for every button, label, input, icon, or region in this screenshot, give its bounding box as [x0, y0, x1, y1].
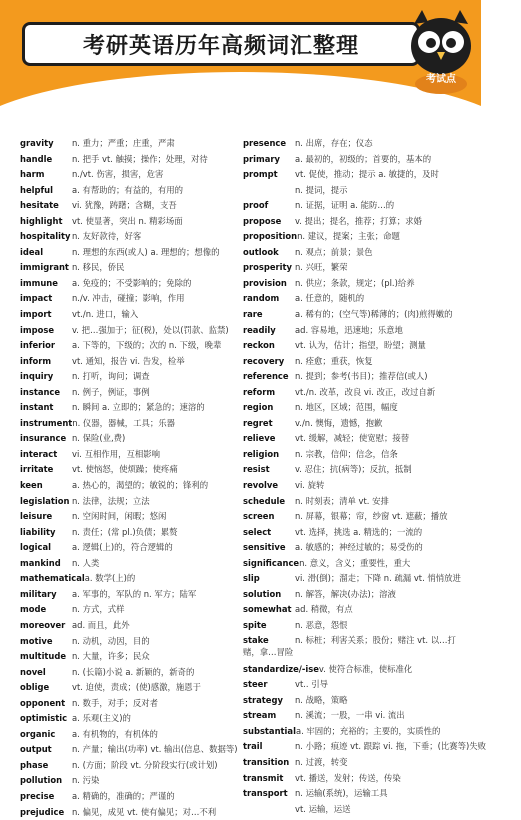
- vocab-definition: a. 有帮助的；有益的，有用的: [72, 184, 183, 195]
- vocab-definition: n. 证据，证明 a. 能防…的: [295, 200, 395, 211]
- vocab-entry: [243, 494, 465, 510]
- vocab-entry: [243, 540, 465, 556]
- vocab-entry: [20, 602, 242, 618]
- vocab-word: provision: [243, 277, 287, 288]
- vocab-definition: n. 宗教，信仰；信念，信条: [295, 448, 398, 459]
- vocab-entry: [20, 431, 242, 447]
- vocab-word: transport: [243, 788, 288, 799]
- vocab-entry: [20, 385, 242, 401]
- vocab-definition: n. 时刻表；清单 vt. 安排: [295, 495, 389, 506]
- vocab-word: sensitive: [243, 542, 286, 553]
- vocab-definition: n. 观点；前景；景色: [295, 246, 373, 257]
- vocab-definition: vt. 缓解，减轻；使宽慰；接替: [295, 433, 410, 444]
- vocab-definition: n. 屏幕，银幕；帘，纱窗 vt. 遮蔽；播放: [295, 511, 448, 522]
- vocab-word: inquiry: [20, 371, 54, 382]
- vocab-entry: [243, 755, 465, 771]
- vocab-entry: [20, 400, 242, 416]
- vocab-definition: n. 地区，区域；范围，幅度: [295, 402, 398, 413]
- vocab-definition: a. 最初的，初级的；首要的，基本的: [295, 153, 432, 164]
- vocab-definition: ad. 容易地，迅速地；乐意地: [295, 324, 403, 335]
- vocab-entry: [20, 416, 242, 432]
- vocab-entry: [20, 167, 242, 183]
- vocab-definition: n. 动机，动因，目的: [72, 635, 150, 646]
- vocab-word: import: [20, 309, 52, 320]
- vocab-entry: [20, 338, 242, 354]
- vocab-word: slip: [243, 573, 260, 584]
- vocab-word: region: [243, 402, 274, 413]
- vocab-word: gravity: [20, 138, 54, 148]
- vocab-definition: vt.. 引导: [295, 679, 328, 690]
- vocab-entry: [20, 509, 242, 525]
- vocab-word: novel: [20, 666, 46, 677]
- vocab-entry: [20, 183, 242, 199]
- vocab-entry: [243, 802, 465, 818]
- vocab-word: recovery: [243, 355, 285, 366]
- vocab-definition: a. 稀有的；(空气等)稀薄的；(肉)煎得嫩的: [295, 309, 453, 320]
- vocab-entry: [20, 291, 242, 307]
- vocab-definition: n. 友好款待，好客: [72, 231, 142, 242]
- vocab-entry: [20, 447, 242, 463]
- vocab-word: output: [20, 744, 52, 755]
- vocab-definition: vt. 促使，推动；提示 a. 敏捷的，及时: [295, 169, 439, 180]
- vocab-definition: n. 标桩；利害关系；股份；赌注 vt. 以…打赌，拿…冒险: [243, 634, 456, 658]
- vocab-word: instrument: [20, 417, 73, 428]
- vocab-definition: n. 运输(系统)，运输工具: [295, 788, 388, 799]
- vocab-entry: [20, 742, 242, 758]
- vocab-entry: [20, 711, 242, 727]
- vocab-definition: vt. 通知，报告 vi. 告发，检举: [72, 355, 185, 366]
- vocab-word: helpful: [20, 184, 53, 195]
- vocab-definition: n. 提到；参考(书目)；推荐信(或人): [295, 371, 428, 382]
- vocab-entry: [243, 571, 465, 587]
- vocab-entry: [20, 494, 242, 510]
- mascot-label: 考试点: [426, 74, 456, 85]
- vocab-entry: [20, 323, 242, 339]
- vocab-definition: vi. 旋转: [295, 480, 325, 491]
- vocab-entry: [243, 509, 465, 525]
- vocab-entry: [243, 771, 465, 787]
- vocab-entry: [243, 447, 465, 463]
- vocab-word: multitude: [20, 651, 67, 662]
- vocab-definition: n. 痊愈；重获，恢复: [295, 355, 373, 366]
- vocab-word: outlook: [243, 246, 279, 257]
- vocab-entry: [243, 152, 465, 168]
- vocab-entry: [20, 758, 242, 774]
- vocab-definition: vt./n. 进口，输入: [72, 309, 139, 320]
- vocab-definition: n. 兴旺，繁荣: [295, 262, 348, 273]
- vocab-entry: [20, 618, 242, 634]
- vocab-entry: [20, 198, 242, 214]
- vocab-entry: [243, 354, 465, 370]
- vocab-word: handle: [20, 153, 53, 164]
- vocab-word: hospitality: [20, 231, 71, 242]
- vocab-word: hesitate: [20, 200, 59, 211]
- vocab-word: irritate: [20, 464, 54, 475]
- vocab-word: proposition: [243, 231, 298, 242]
- vocab-entry: [20, 152, 242, 168]
- vocab-entry: [243, 183, 465, 199]
- vocab-entry: [20, 727, 242, 743]
- vocab-entry: [20, 525, 242, 541]
- vocab-word: religion: [243, 448, 280, 459]
- vocab-word: highlight: [20, 215, 63, 226]
- vocab-word: leisure: [20, 511, 53, 522]
- vocab-entry: [20, 587, 242, 603]
- vocab-word: prejudice: [20, 806, 65, 817]
- vocab-definition: vi. 犹豫，踌躇；含糊，支吾: [72, 200, 177, 211]
- vocab-word: ideal: [20, 246, 44, 257]
- vocab-entry: [20, 540, 242, 556]
- vocab-definition: a. 乐观(主义)的: [72, 713, 131, 724]
- vocab-entry: [243, 416, 465, 432]
- vocab-definition: n./v. 冲击，碰撞；影响，作用: [72, 293, 185, 304]
- vocab-entry: [20, 680, 242, 696]
- vocab-definition: n./vt. 伤害，损害，危害: [72, 169, 164, 180]
- vocab-definition: vi. 滑(倒)；溜走；下降 n. 疏漏 vt. 悄悄放进: [295, 573, 461, 584]
- vocab-definition: vi. 互相作用，互相影响: [72, 448, 160, 459]
- vocab-entry: [243, 634, 465, 662]
- vocab-word: prompt: [243, 169, 278, 180]
- vocab-definition: n. 仪器，器械，工具；乐器: [72, 417, 176, 428]
- vocab-word: reform: [243, 386, 276, 397]
- vocab-entry: [243, 198, 465, 214]
- vocab-definition: ad. 而且，此外: [72, 619, 130, 630]
- vocab-definition: n. 提词，提示: [295, 184, 348, 195]
- vocab-entry: [243, 677, 465, 693]
- vocab-entry: [243, 724, 465, 740]
- vocab-entry: [243, 229, 465, 245]
- vocab-entry: [243, 338, 465, 354]
- vocab-definition: a. 热心的，渴望的；敏锐的；锋利的: [72, 480, 209, 491]
- vocab-word: resist: [243, 464, 270, 475]
- vocab-entry: [20, 245, 242, 261]
- vocab-word: schedule: [243, 495, 286, 506]
- vocab-definition: n. 理想的东西(或人) a. 理想的；想像的: [72, 246, 220, 257]
- vocab-entry: [20, 696, 242, 712]
- vocab-entry: [243, 602, 465, 618]
- vocab-definition: a. 数学(上)的: [84, 573, 136, 584]
- vocab-word: harm: [20, 169, 45, 180]
- vocab-word: select: [243, 526, 272, 537]
- vocab-definition: n. 恶意，怨恨: [295, 619, 348, 630]
- vocab-definition: n. 建议，提案；主张；命题: [297, 231, 400, 242]
- vocab-entry: [243, 739, 487, 755]
- vocab-word: stake: [243, 634, 269, 645]
- vocab-definition: vt. 播送，发射；传送，传染: [295, 772, 401, 783]
- vocab-definition: vt. 使显著，突出 n. 精彩场面: [72, 215, 183, 226]
- vocab-entry: [20, 634, 242, 650]
- vocab-word: solution: [243, 588, 282, 599]
- vocab-word: strategy: [243, 694, 283, 705]
- vocab-entry: [243, 786, 465, 802]
- vocab-word: legislation: [20, 495, 70, 506]
- vocab-definition: vt. 运输，运送: [295, 803, 351, 814]
- right-word-column: [243, 136, 487, 817]
- vocab-word: impose: [20, 324, 55, 335]
- vocab-definition: v. 提出；提名，推荐；打算；求婚: [295, 215, 422, 226]
- vocab-entry: [20, 354, 242, 370]
- vocab-word: significance: [243, 557, 300, 568]
- vocab-word: standardize/-ise: [243, 663, 319, 674]
- vocab-definition: n. 污染: [72, 775, 100, 786]
- vocab-word: primary: [243, 153, 280, 164]
- vocab-definition: n. 大量，许多；民众: [72, 651, 150, 662]
- vocab-entry: [243, 260, 465, 276]
- vocab-definition: v. 忍住；抗(病等)；反抗，抵制: [295, 464, 412, 475]
- vocab-entry: [243, 245, 465, 261]
- vocab-entry: [20, 136, 242, 152]
- vocab-definition: n. 溪流；一股，一串 vi. 流出: [295, 710, 405, 721]
- vocab-entry: [243, 369, 465, 385]
- vocab-word: immune: [20, 277, 58, 288]
- vocab-word: optimistic: [20, 713, 68, 724]
- vocab-word: organic: [20, 728, 56, 739]
- vocab-definition: vt. 使恼怒，使烦躁；使疼痛: [72, 464, 178, 475]
- vocab-entry: [243, 307, 465, 323]
- vocab-word: prosperity: [243, 262, 293, 273]
- vocab-word: instance: [20, 386, 61, 397]
- vocab-word: precise: [20, 790, 55, 801]
- vocab-definition: a. 下等的，下级的；次的 n. 下级，晚辈: [72, 340, 222, 351]
- vocab-definition: n. 人类: [72, 557, 100, 568]
- vocab-entry: [20, 649, 242, 665]
- vocab-definition: n. 解答，解决(办法)；溶液: [295, 588, 396, 599]
- vocab-word: liability: [20, 526, 56, 537]
- vocab-entry: [20, 276, 242, 292]
- vocab-definition: n. 空闲时间，闲暇；悠闲: [72, 511, 167, 522]
- vocab-definition: n. 法律，法规；立法: [72, 495, 150, 506]
- vocab-word: propose: [243, 215, 282, 226]
- vocab-word: regret: [243, 417, 273, 428]
- vocab-entry: [20, 462, 242, 478]
- vocab-definition: n. 方式，式样: [72, 604, 125, 615]
- vocab-entry: [243, 556, 465, 572]
- vocab-definition: n. 过渡，转变: [295, 756, 348, 767]
- vocab-definition: n. 数手，对手；反对者: [72, 697, 159, 708]
- vocab-entry: [20, 214, 242, 230]
- vocab-word: transmit: [243, 772, 284, 783]
- vocab-word: pollution: [20, 775, 63, 786]
- vocab-word: relieve: [243, 433, 276, 444]
- vocab-entry: [20, 229, 242, 245]
- vocab-word: somewhat: [243, 604, 292, 615]
- vocab-entry: [20, 556, 242, 572]
- vocab-entry: [20, 665, 242, 681]
- vocab-definition: a. 免疫的；不受影响的；免除的: [72, 277, 192, 288]
- vocab-entry: [243, 478, 465, 494]
- vocab-entry: [20, 805, 242, 820]
- vocab-definition: n. 产量；输出(功率) vt. 输出(信息、数据等): [72, 744, 238, 755]
- vocab-definition: a. 牢固的；充裕的；主要的，实质性的: [295, 725, 441, 736]
- vocab-definition: a. 敏感的；神经过敏的；易受伤的: [295, 542, 423, 553]
- vocab-entry: [243, 618, 465, 634]
- vocab-entry: [243, 693, 465, 709]
- vocab-entry: [243, 167, 465, 183]
- vocab-definition: a. 军事的，军队的 n. 军方；陆军: [72, 588, 197, 599]
- vocab-definition: n. 例子，例证，事例: [72, 386, 150, 397]
- vocab-definition: ad. 稍微，有点: [295, 604, 353, 615]
- vocab-definition: n. 重力；严重；庄重，严肃: [72, 138, 175, 148]
- vocab-word: transition: [243, 756, 290, 767]
- vocab-word: spite: [243, 619, 267, 630]
- vocab-definition: n. (长篇)小说 a. 新颖的，新奇的: [72, 666, 195, 677]
- vocab-definition: n. 意义，含义；重要性，重大: [299, 557, 411, 568]
- vocab-entry: [243, 136, 465, 152]
- vocab-definition: vt./n. 改革，改良 vi. 改正，改过自新: [295, 386, 436, 397]
- vocab-entry: [20, 260, 242, 276]
- left-word-column: [20, 136, 242, 820]
- vocab-definition: a. 任意的，随机的: [295, 293, 365, 304]
- vocab-entry: [20, 369, 242, 385]
- vocab-word: mankind: [20, 557, 61, 568]
- vocab-word: mathematical: [20, 573, 85, 584]
- vocab-entry: [243, 323, 465, 339]
- vocab-word: rare: [243, 309, 263, 320]
- vocab-definition: n. 保险(业,费): [72, 433, 126, 444]
- vocab-definition: a. 有机物的，有机体的: [72, 728, 158, 739]
- vocab-entry: [243, 385, 465, 401]
- vocab-definition: v. 使符合标准，使标准化: [318, 663, 413, 674]
- vocab-word: moreover: [20, 619, 66, 630]
- vocab-word: phase: [20, 759, 49, 770]
- vocab-word: opponent: [20, 697, 66, 708]
- vocab-word: military: [20, 588, 57, 599]
- vocab-word: mode: [20, 604, 47, 615]
- vocab-entry: [243, 276, 465, 292]
- vocab-definition: n. 偏见，成见 vt. 使有偏见；对…不利: [72, 806, 217, 817]
- page-title: 考研英语历年高频词汇整理: [82, 33, 359, 59]
- vocab-definition: n. 打听，询问；调查: [72, 371, 150, 382]
- vocab-definition: a. 逻辑(上)的，符合逻辑的: [72, 542, 173, 553]
- vocab-entry: [243, 400, 465, 416]
- vocab-word: substantial: [243, 725, 296, 736]
- vocab-word: inform: [20, 355, 52, 366]
- vocab-definition: n. 战略，策略: [295, 694, 348, 705]
- vocab-word: oblige: [20, 682, 50, 693]
- vocab-definition: n. 把手 vt. 触摸；操作；处理，对待: [72, 153, 208, 164]
- vocab-word: keen: [20, 480, 43, 491]
- vocab-word: motive: [20, 635, 53, 646]
- vocab-definition: n. 出席，存在；仪态: [295, 138, 373, 148]
- vocab-entry: [243, 662, 465, 678]
- vocab-entry: [243, 214, 465, 230]
- vocab-word: proof: [243, 200, 269, 211]
- vocab-definition: n. 瞬间 a. 立即的；紧急的；速溶的: [72, 402, 205, 413]
- vocab-definition: vt. 选择，挑选 a. 精选的；一流的: [295, 526, 423, 537]
- vocab-definition: n. 责任；(常 pl.)负债；累赘: [72, 526, 178, 537]
- vocab-word: immigrant: [20, 262, 69, 273]
- vocab-entry: [20, 307, 242, 323]
- vocab-entry: [243, 462, 465, 478]
- vocab-word: reckon: [243, 340, 275, 351]
- vocab-word: stream: [243, 710, 277, 721]
- vocab-word: insurance: [20, 433, 67, 444]
- vocab-definition: n. 移民，侨民: [72, 262, 125, 273]
- vocab-word: screen: [243, 511, 275, 522]
- vocab-word: impact: [20, 293, 53, 304]
- vocab-entry: [20, 478, 242, 494]
- vocab-word: presence: [243, 138, 287, 148]
- vocab-word: steer: [243, 679, 268, 690]
- vocab-entry: [20, 789, 242, 805]
- vocab-entry: [243, 587, 465, 603]
- vocab-word: revolve: [243, 480, 279, 491]
- vocab-word: reference: [243, 371, 289, 382]
- vocab-word: interact: [20, 448, 58, 459]
- vocab-definition: vt. 迫使，责成；(使)感激，施恩于: [72, 682, 201, 693]
- vocab-entry: [243, 708, 465, 724]
- vocab-word: logical: [20, 542, 51, 553]
- vocab-word: inferior: [20, 340, 56, 351]
- vocab-definition: n. 小路；痕迹 vt. 跟踪 vi. 拖，下垂；(比赛等)失败: [295, 741, 487, 752]
- vocab-word: instant: [20, 402, 54, 413]
- title-box: [22, 22, 420, 66]
- vocab-definition: a. 精确的，准确的；严谨的: [72, 790, 175, 801]
- vocab-entry: [20, 773, 242, 789]
- vocab-entry: [20, 571, 242, 587]
- vocab-entry: [243, 431, 465, 447]
- vocab-word: trail: [243, 741, 263, 752]
- vocab-definition: n. (方面；阶段 vt. 分阶段实行(或计划): [72, 759, 218, 770]
- vocab-entry: [243, 525, 465, 541]
- vocab-word: readily: [243, 324, 276, 335]
- vocab-definition: v. 把…强加于；征(税)，处以(罚款、监禁): [72, 324, 229, 335]
- vocab-definition: vt. 认为，估计；指望，盼望；测量: [295, 340, 426, 351]
- vocab-entry: [243, 291, 465, 307]
- vocab-word: random: [243, 293, 280, 304]
- vocab-definition: n. 供应；条款，规定；(pl.)给养: [295, 277, 415, 288]
- vocab-definition: v./n. 懊悔，遗憾，抱歉: [295, 417, 383, 428]
